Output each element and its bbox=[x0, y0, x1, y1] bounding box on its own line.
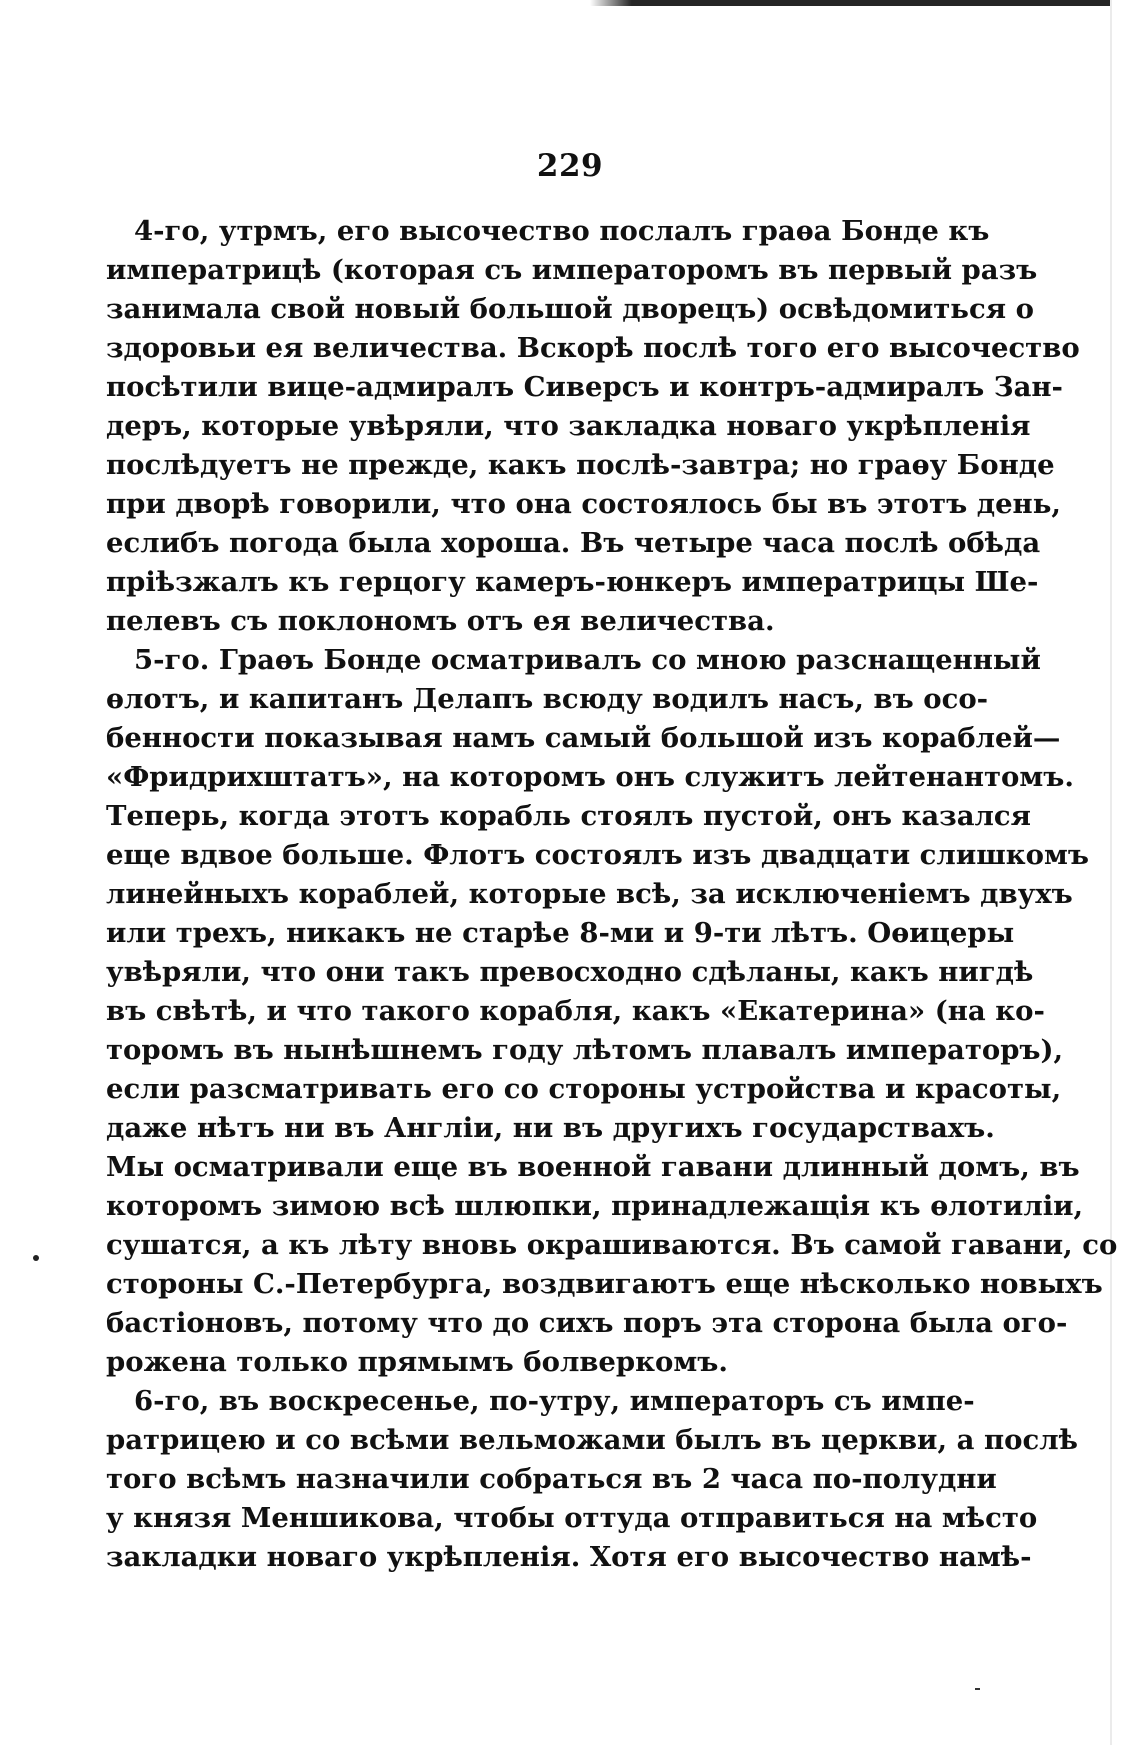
text-line: Теперь, когда этотъ корабль стоялъ пустой, онъ казался bbox=[106, 800, 1031, 832]
paragraph-3 bbox=[106, 1382, 1078, 1577]
margin-mark bbox=[33, 1255, 39, 1261]
text-line: рожена только прямымъ болверкомъ. bbox=[106, 1346, 728, 1378]
text-line: стороны С.-Петербурга, воздвигаютъ еще нѣсколько новыхъ bbox=[106, 1268, 1103, 1300]
text-line: еще вдвое больше. Флотъ состоялъ изъ двадцати слишкомъ bbox=[106, 839, 1089, 871]
text-line: пелевъ съ поклономъ отъ ея величества. bbox=[106, 605, 775, 637]
text-line: въ свѣтѣ, и что такого корабля, какъ «Екатерина» (на ко- bbox=[106, 995, 1045, 1027]
text-line: торомъ въ нынѣшнемъ году лѣтомъ плавалъ императоръ), bbox=[106, 1034, 1064, 1066]
page-number: 229 bbox=[536, 148, 604, 184]
text-line: бастіоновъ, потому что до сихъ поръ эта сторона была ого- bbox=[106, 1307, 1068, 1339]
scan-speck bbox=[975, 1688, 980, 1690]
text-line: даже нѣтъ ни въ Англіи, ни въ другихъ государствахъ. bbox=[106, 1112, 995, 1144]
text-line: Мы осматривали еще въ военной гавани длинный домъ, въ bbox=[106, 1151, 1080, 1183]
text-line: сушатся, а къ лѣту вновь окрашиваются. Въ самой гавани, со bbox=[106, 1229, 1118, 1261]
text-line: 6-го, въ воскресенье, по-утру, императоръ съ импе- bbox=[134, 1385, 975, 1417]
body-text bbox=[106, 212, 1118, 1577]
text-line: деръ, которые увѣряли, что закладка новаго укрѣпленія bbox=[106, 410, 1031, 442]
scan-edge-shadow bbox=[590, 0, 1110, 6]
text-line: или трехъ, никакъ не старѣе 8-ми и 9-ти лѣтъ. Оѳицеры bbox=[106, 917, 1015, 949]
text-line: при дворѣ говорили, что она состоялось бы въ этотъ день, bbox=[106, 488, 1061, 520]
text-line: пріѣзжалъ къ герцогу камеръ-юнкеръ императрицы Ше- bbox=[106, 566, 1039, 598]
text-line: у князя Меншикова, чтобы оттуда отправиться на мѣсто bbox=[106, 1502, 1038, 1534]
text-line: занимала свой новый большой дворецъ) освѣдомиться о bbox=[106, 293, 1034, 325]
text-line: посѣтили вице-адмиралъ Сиверсъ и контръ-адмиралъ Зан- bbox=[106, 371, 1063, 403]
text-line: если разсматривать его со стороны устройства и красоты, bbox=[106, 1073, 1062, 1105]
text-line: ратрицею и со всѣми вельможами былъ въ церкви, а послѣ bbox=[106, 1424, 1078, 1456]
text-line: «Фридрихштатъ», на которомъ онъ служитъ лейтенантомъ. bbox=[106, 761, 1074, 793]
text-line: еслибъ погода была хороша. Въ четыре часа послѣ обѣда bbox=[106, 527, 1041, 559]
text-line: императрицѣ (которая съ императоромъ въ первый разъ bbox=[106, 254, 1038, 286]
text-line: линейныхъ кораблей, которые всѣ, за исключеніемъ двухъ bbox=[106, 878, 1073, 910]
text-line: того всѣмъ назначили собраться въ 2 часа по-полудни bbox=[106, 1463, 997, 1495]
text-line: увѣряли, что они такъ превосходно сдѣланы, какъ нигдѣ bbox=[106, 956, 1034, 988]
text-line: бенности показывая намъ самый большой изъ кораблей— bbox=[106, 722, 1061, 754]
text-line: ѳлотъ, и капитанъ Делапъ всюду водилъ насъ, въ осо- bbox=[106, 683, 989, 715]
text-line: 5-го. Граѳъ Бонде осматривалъ со мною разснащенный bbox=[134, 644, 1041, 676]
paragraph-1 bbox=[106, 212, 1080, 641]
text-line: которомъ зимою всѣ шлюпки, принадлежащія къ ѳлотиліи, bbox=[106, 1190, 1084, 1222]
text-line: здоровьи ея величества. Вскорѣ послѣ того его высочество bbox=[106, 332, 1080, 364]
paragraph-2 bbox=[106, 641, 1118, 1382]
page-edge-line bbox=[1110, 0, 1112, 1745]
text-line: 4-го, утрмъ, его высочество послалъ граѳа Бонде къ bbox=[134, 215, 990, 247]
text-line: послѣдуетъ не прежде, какъ послѣ-завтра; но граѳу Бонде bbox=[106, 449, 1055, 481]
text-line: закладки новаго укрѣпленія. Хотя его высочество намѣ- bbox=[106, 1541, 1032, 1573]
